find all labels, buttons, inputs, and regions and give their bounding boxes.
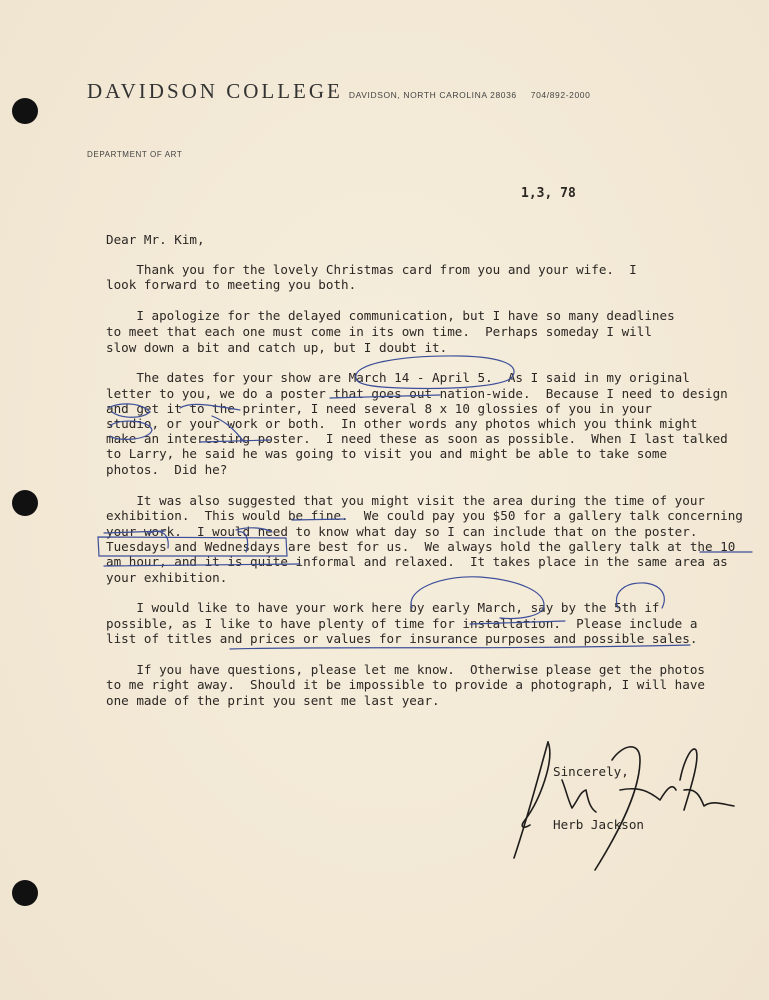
paragraph-3-line: studio, or your work or both. In other words any photos which you think might bbox=[106, 416, 698, 431]
underline-mark bbox=[200, 440, 270, 442]
paragraph-3-line: and get it to the printer, I need several 8 x 10 glossies of you in your bbox=[106, 401, 652, 416]
department-name: DEPARTMENT OF ART bbox=[87, 150, 183, 159]
letter-date: 1,3, 78 bbox=[521, 186, 576, 201]
studio-circle-mark bbox=[110, 421, 152, 439]
paragraph-1-line: look forward to meeting you both. bbox=[106, 277, 357, 292]
scribble-mark bbox=[108, 404, 150, 417]
scribble-mark bbox=[180, 404, 240, 410]
scribble-mark bbox=[238, 532, 248, 552]
paragraph-3-line: The dates for your show are March 14 - April 5. As I said in my original bbox=[106, 370, 690, 385]
paragraph-4-line: It was also suggested that you might visit the area during the time of your bbox=[106, 493, 705, 508]
signature-mark bbox=[514, 742, 734, 870]
paragraph-3-line: letter to you, we do a poster that goes out nation-wide. Because I need to design bbox=[106, 386, 728, 401]
paragraph-1-line: Thank you for the lovely Christmas card from you and your wife. I bbox=[106, 262, 637, 277]
paragraph-3-line: make an interesting poster. I need these as soon as possible. When I last talked bbox=[106, 431, 728, 446]
weekdays-box-mark bbox=[98, 537, 287, 556]
paragraph-5-line: list of titles and prices or values for insurance purposes and possible sales. bbox=[106, 631, 698, 646]
college-name: DAVIDSON COLLEGE bbox=[87, 79, 343, 103]
college-address: DAVIDSON, NORTH CAROLINA 28036 bbox=[348, 90, 517, 100]
underline-mark bbox=[292, 519, 345, 520]
date-circle-mark bbox=[617, 583, 665, 608]
signer-name: Herb Jackson bbox=[553, 817, 644, 832]
paragraph-3-line: photos. Did he? bbox=[106, 462, 228, 477]
scribble-mark bbox=[212, 416, 244, 442]
paragraph-2-line: slow down a bit and catch up, but I doubt it. bbox=[106, 340, 448, 355]
paragraph-3-line: to Larry, he said he was going to visit you and might be able to take some bbox=[106, 446, 668, 461]
scribble-mark bbox=[148, 531, 168, 548]
paragraph-6-line: If you have questions, please let me know. Otherwise please get the photos bbox=[106, 662, 705, 677]
paragraph-6-line: one made of the print you sent me last year. bbox=[106, 693, 440, 708]
salutation: Dear Mr. Kim, bbox=[106, 232, 205, 247]
paragraph-2-line: I apologize for the delayed communication, but I have so many deadlines bbox=[106, 308, 675, 323]
paragraph-4-line: your exhibition. bbox=[106, 570, 228, 585]
underline-mark bbox=[330, 395, 440, 398]
paragraph-5-line: I would like to have your work here by early March, say by the 5th if bbox=[106, 600, 660, 615]
paragraph-4-line: Tuesdays and Wednesdays are best for us. We always hold the gallery talk at the 10 bbox=[106, 539, 736, 554]
paragraph-5-line: possible, as I like to have plenty of time for installation. Please include a bbox=[106, 616, 698, 631]
paragraph-6-line: to me right away. Should it be impossible to provide a photograph, I will have bbox=[106, 677, 705, 692]
dates-circle-mark bbox=[356, 356, 514, 389]
college-phone: 704/892-2000 bbox=[530, 90, 591, 100]
march-circle-mark bbox=[411, 577, 544, 619]
closing: Sincerely, bbox=[553, 764, 629, 779]
paragraph-4-line: am hour, and it is quite informal and relaxed. It takes place in the same area as bbox=[106, 554, 728, 569]
paragraph-2-line: to meet that each one must come in its own time. Perhaps someday I will bbox=[106, 324, 652, 339]
underline-mark bbox=[470, 621, 565, 624]
strike-mark bbox=[104, 564, 300, 566]
underline-mark bbox=[230, 645, 690, 649]
paragraph-4-line: exhibition. This would be fine. We could pay you $50 for a gallery talk concerning bbox=[106, 508, 743, 523]
paragraph-4-line: your work. I would need to know what day so I can include that on the poster. bbox=[106, 524, 698, 539]
